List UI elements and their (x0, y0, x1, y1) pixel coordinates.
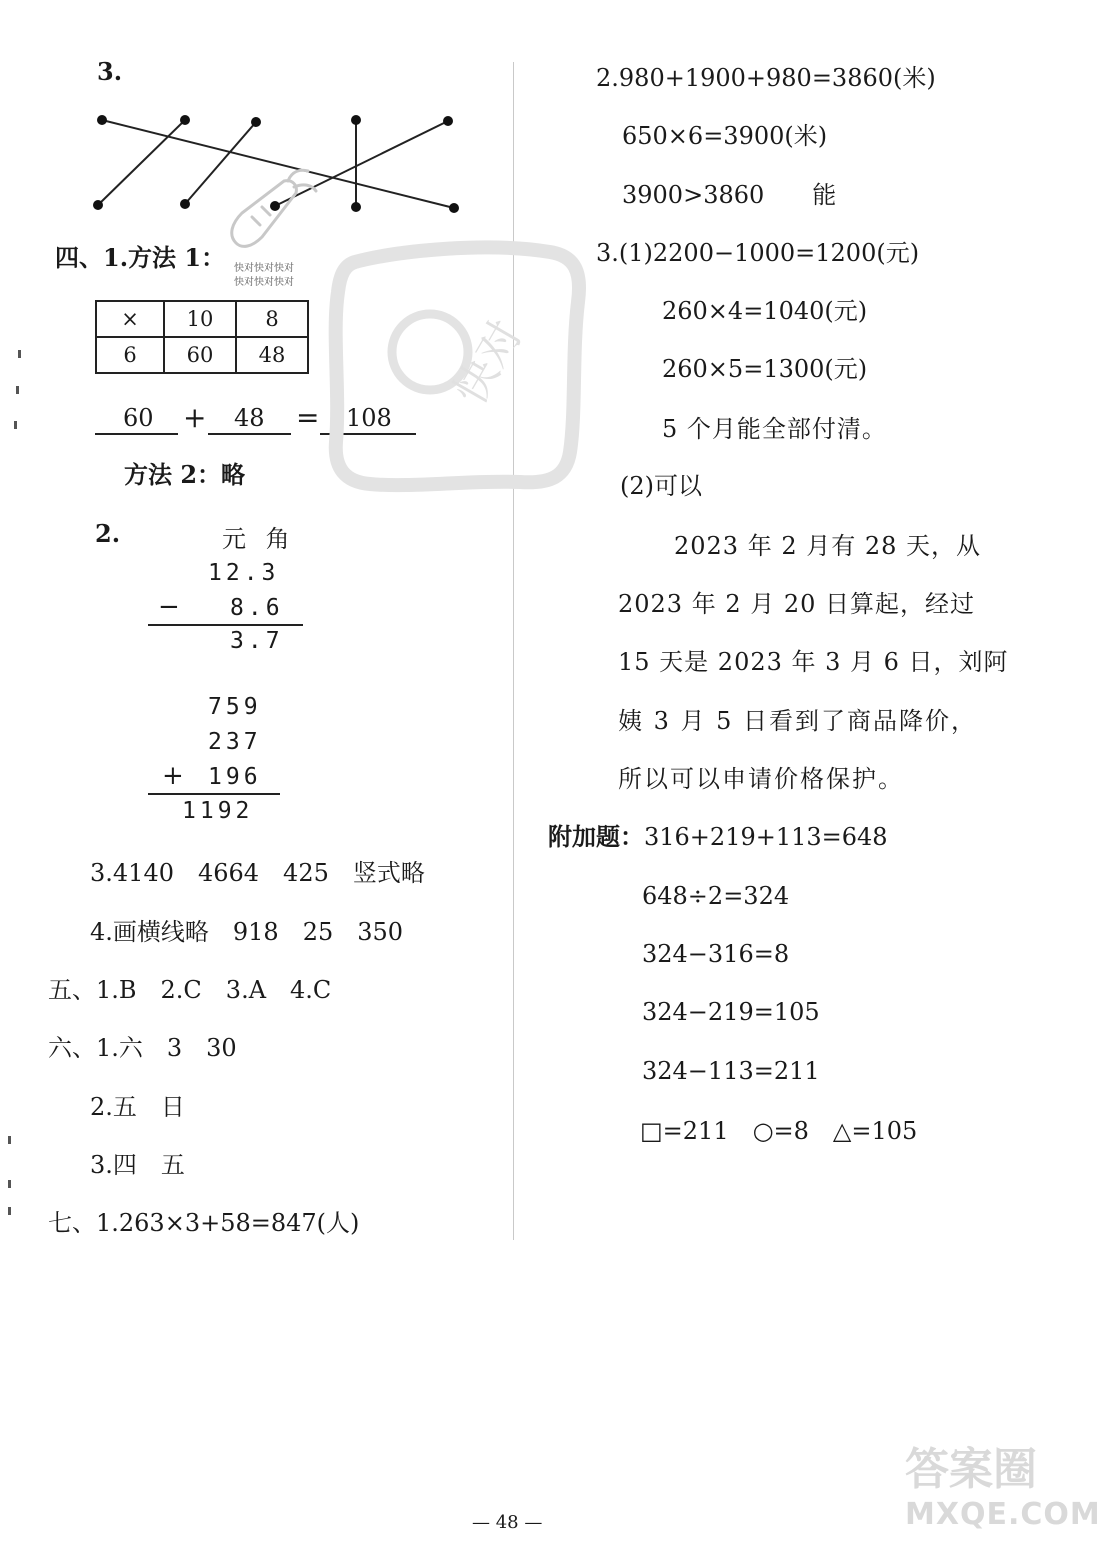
vertical-result: 3.7 (230, 628, 284, 654)
vertical-minus: − (158, 592, 180, 622)
stamp-watermark-text: 快对 (444, 311, 533, 414)
r-line: 260×5=1300(元) (662, 355, 868, 383)
table-cell: 8 (236, 301, 308, 337)
page-number: — 48 — (472, 1512, 543, 1533)
section-4-q1: 四、1.方法 1： (55, 243, 226, 272)
match-dot (180, 199, 190, 209)
bonus-line: 324−219=105 (642, 998, 820, 1026)
q4-answer: 4.画横线略 918 25 350 (90, 918, 404, 946)
match-line (98, 120, 185, 205)
match-dot (180, 115, 190, 125)
bonus-line: 324−316=8 (642, 940, 790, 968)
table-cell: 6 (96, 337, 164, 373)
margin-mark (16, 386, 19, 394)
bonus-label: 附加题： (548, 822, 644, 851)
sum-equals: = (296, 401, 320, 434)
margin-mark (8, 1207, 11, 1215)
sum-result: 108 (346, 404, 392, 432)
bonus-line: □=211 ○=8 △=105 (640, 1117, 918, 1145)
section-7-q1: 七、1.263×3+58=847(人) (48, 1209, 360, 1237)
sum-term-a: 60 (123, 404, 154, 432)
blank-underline (95, 433, 178, 435)
explanation-line: 所以可以申请价格保护。 (618, 765, 904, 793)
r-line: 2.980+1900+980=3860(米) (596, 64, 936, 92)
margin-mark (8, 1180, 11, 1188)
section-5: 五、1.B 2.C 3.A 4.C (48, 976, 332, 1004)
r-line: (2)可以 (620, 472, 702, 500)
table-cell: 60 (164, 337, 236, 373)
match-dot (351, 115, 361, 125)
match-dot (449, 203, 459, 213)
table-cell: × (96, 301, 164, 337)
method-2: 方法 2：略 (124, 460, 246, 489)
match-dot (97, 115, 107, 125)
margin-mark (8, 1136, 11, 1144)
vertical-operand: 12.3 (208, 560, 280, 586)
section-6-q1: 六、1.六 3 30 (48, 1034, 237, 1062)
sum-term-b: 48 (234, 404, 265, 432)
bonus-line: 316+219+113=648 (644, 823, 888, 851)
r-line: 650×6=3900(米) (622, 122, 828, 150)
q3-answer: 3.4140 4664 425 竖式略 (90, 859, 425, 887)
match-dot (443, 116, 453, 126)
vertical-operand: 8.6 (230, 595, 284, 621)
vertical-operand: 196 (208, 764, 262, 790)
section-6-q3: 3.四 五 (90, 1151, 185, 1179)
sum-plus: + (183, 401, 207, 434)
margin-mark (14, 421, 17, 429)
vertical-plus: + (162, 761, 184, 791)
stamp-watermark-icon (320, 232, 590, 497)
vertical-operand: 759 (208, 694, 262, 720)
explanation-line: 15 天是 2023 年 3 月 6 日，刘阿 (618, 648, 1009, 676)
match-dot (251, 117, 261, 127)
vertical-bar (148, 624, 303, 626)
corner-watermark: 答案圈 (905, 1444, 1037, 1495)
carrot-watermark-icon (222, 165, 322, 260)
explanation-line: 2023 年 2 月 20 日算起，经过 (618, 590, 976, 618)
match-dot (93, 200, 103, 210)
multiplication-table (95, 300, 309, 374)
r-line: 5 个月能全部付清。 (662, 415, 887, 443)
bonus-line: 324−113=211 (642, 1057, 820, 1085)
watermark-text: 快对快对快对 (234, 263, 294, 274)
q3-label: 3. (97, 57, 123, 86)
table-cell: 10 (164, 301, 236, 337)
blank-underline (208, 433, 291, 435)
table-cell: 48 (236, 337, 308, 373)
r-line: 3900>3860 能 (622, 181, 837, 209)
q2-label: 2. (95, 519, 121, 548)
vertical-result: 1192 (182, 798, 254, 824)
match-dot (351, 202, 361, 212)
vertical-operand: 237 (208, 729, 262, 755)
r-line: 260×4=1040(元) (662, 297, 868, 325)
margin-mark (18, 350, 21, 358)
explanation-line: 姨 3 月 5 日看到了商品降价， (618, 707, 978, 735)
r-line: 3.(1)2200−1000=1200(元) (596, 239, 920, 267)
bonus-line: 648÷2=324 (642, 882, 790, 910)
corner-watermark-url: MXQE.COM (905, 1497, 1101, 1532)
watermark-text: 快对快对快对 (234, 277, 294, 288)
vertical-header: 元 角 (222, 525, 296, 553)
vertical-bar (148, 793, 280, 795)
explanation-line: 2023 年 2 月有 28 天，从 (674, 532, 982, 560)
section-6-q2: 2.五 日 (90, 1093, 185, 1121)
